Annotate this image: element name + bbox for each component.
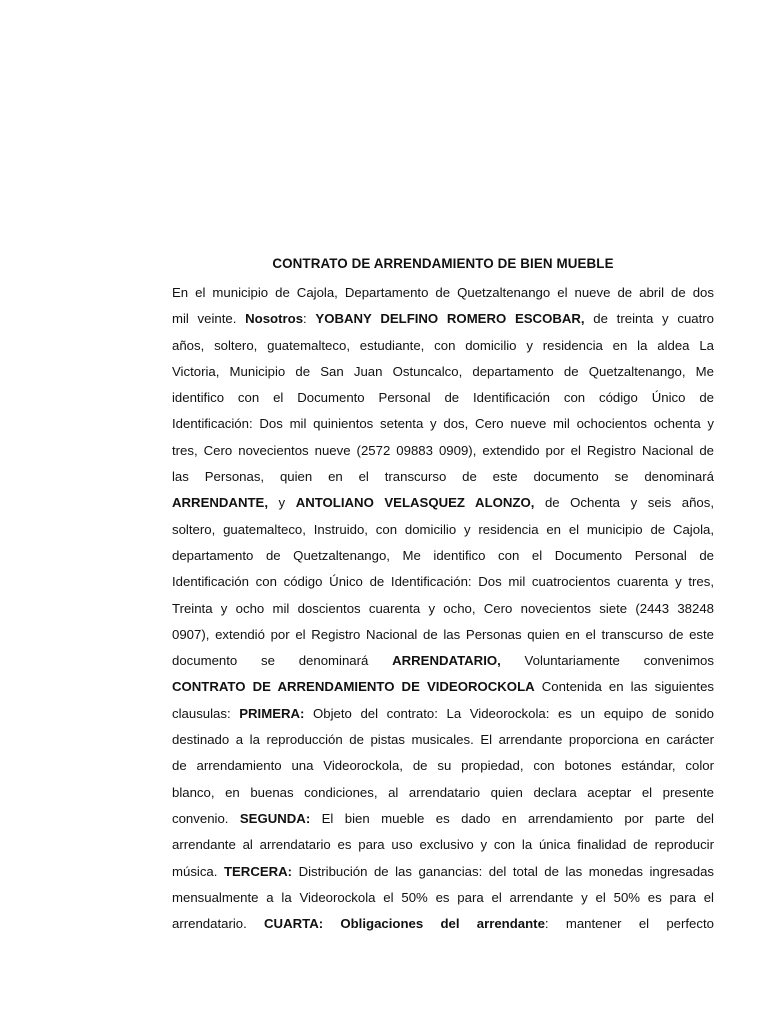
text-segment: documento se denominará	[172, 653, 393, 669]
text-line	[172, 359, 714, 385]
text-segment: Identificación con código Único de Identificación: Dos mil cuatrocientos cuarenta y tres,	[172, 574, 714, 590]
text-line	[172, 464, 714, 490]
text-segment: años, soltero, guatemalteco, estudiante, con domicilio y residencia en la aldea La	[172, 337, 714, 353]
text-segment: mil veinte.	[172, 311, 246, 327]
text-segment: Victoria, Municipio de San Juan Ostuncalco, departamento de Quetzaltenango, Me	[172, 363, 714, 379]
text-line	[172, 543, 714, 569]
text-segment: arrendatario.	[172, 916, 265, 932]
text-segment: Identificación: Dos mil quinientos setenta y dos, Cero nueve mil ochocientos ochenta y	[172, 416, 714, 432]
text-segment: destinado a la reproducción de pistas musicales. El arrendante proporciona en carácter	[172, 732, 714, 748]
text-line	[172, 753, 714, 779]
text-line	[172, 438, 714, 464]
text-line	[172, 832, 714, 858]
text-line	[172, 911, 714, 937]
text-line	[172, 490, 714, 516]
text-segment: Contenida en las siguientes	[534, 679, 714, 695]
text-line	[172, 306, 714, 332]
text-line	[172, 648, 714, 674]
text-line	[172, 385, 714, 411]
bold-text: YOBANY DELFINO ROMERO ESCOBAR,	[315, 311, 585, 327]
bold-text: ARRENDATARIO,	[392, 653, 501, 669]
text-segment: mensualmente a la Videorockola el 50% es para el arrendante y el 50% es para el	[172, 889, 714, 905]
text-line	[172, 780, 714, 806]
text-segment: Distribución de las ganancias: del total de las monedas ingresadas	[292, 863, 714, 879]
text-line	[172, 596, 714, 622]
text-line	[172, 622, 714, 648]
text-segment: :	[303, 311, 316, 327]
text-segment: tres, Cero novecientos nueve (2572 09883 0909), extendido por el Registro Nacional de	[172, 442, 714, 458]
text-line	[172, 701, 714, 727]
text-segment: soltero, guatemalteco, Instruido, con domicilio y residencia en el municipio de Cajola,	[172, 521, 714, 537]
text-segment: clausulas:	[172, 705, 240, 721]
bold-text: CONTRATO DE ARRENDAMIENTO DE VIDEOROCKOLA	[172, 679, 535, 695]
bold-text: ARRENDANTE,	[172, 495, 268, 511]
text-line	[172, 333, 714, 359]
text-line	[172, 806, 714, 832]
text-line	[172, 885, 714, 911]
bold-text: ANTOLIANO VELASQUEZ ALONZO,	[295, 495, 535, 511]
text-line	[172, 411, 714, 437]
text-segment: identifico con el Documento Personal de Identificación con código Único de	[172, 390, 714, 406]
text-line	[172, 569, 714, 595]
text-segment: departamento de Quetzaltenango, Me identifico con el Documento Personal de	[172, 547, 714, 563]
text-segment: : mantener el perfecto	[544, 916, 714, 932]
text-line	[172, 280, 714, 306]
text-segment: Treinta y ocho mil doscientos cuarenta y ocho, Cero novecientos siete (2443 38248	[172, 600, 714, 616]
bold-text: CUARTA: Obligaciones del arrendante	[264, 916, 545, 932]
text-segment: 0907), extendió por el Registro Nacional de las Personas quien en el transcurso de este	[172, 626, 714, 642]
bold-text: TERCERA:	[223, 863, 293, 879]
text-segment: de Ochenta y seis años,	[534, 495, 714, 511]
text-segment: El bien mueble es dado en arrendamiento por parte del	[310, 810, 714, 826]
bold-text: PRIMERA:	[239, 705, 305, 721]
contract-body	[172, 280, 714, 937]
text-segment: y	[267, 495, 296, 511]
text-segment: de treinta y cuatro	[584, 311, 715, 327]
text-segment: las Personas, quien en el transcurso de este documento se denominará	[172, 469, 714, 485]
text-line	[172, 859, 714, 885]
text-line	[172, 727, 714, 753]
text-line	[172, 674, 714, 700]
text-segment: Objeto del contrato: La Videorockola: es un equipo de sonido	[304, 705, 714, 721]
bold-text: SEGUNDA:	[239, 810, 311, 826]
text-segment: música.	[172, 863, 224, 879]
text-segment: de arrendamiento una Videorockola, de su propiedad, con botones estándar, color	[172, 758, 714, 774]
document-title: CONTRATO DE ARRENDAMIENTO DE BIEN MUEBLE	[272, 256, 614, 271]
text-segment: Voluntariamente convenimos	[500, 653, 714, 669]
text-segment: arrendante al arrendatario es para uso exclusivo y con la única finalidad de reproducir	[172, 837, 714, 853]
text-segment: convenio.	[172, 810, 240, 826]
text-segment: blanco, en buenas condiciones, al arrendatario quien declara aceptar el presente	[172, 784, 714, 800]
bold-text: Nosotros	[245, 311, 304, 327]
text-line	[172, 517, 714, 543]
text-segment: En el municipio de Cajola, Departamento de Quetzaltenango el nueve de abril de dos	[172, 285, 714, 300]
